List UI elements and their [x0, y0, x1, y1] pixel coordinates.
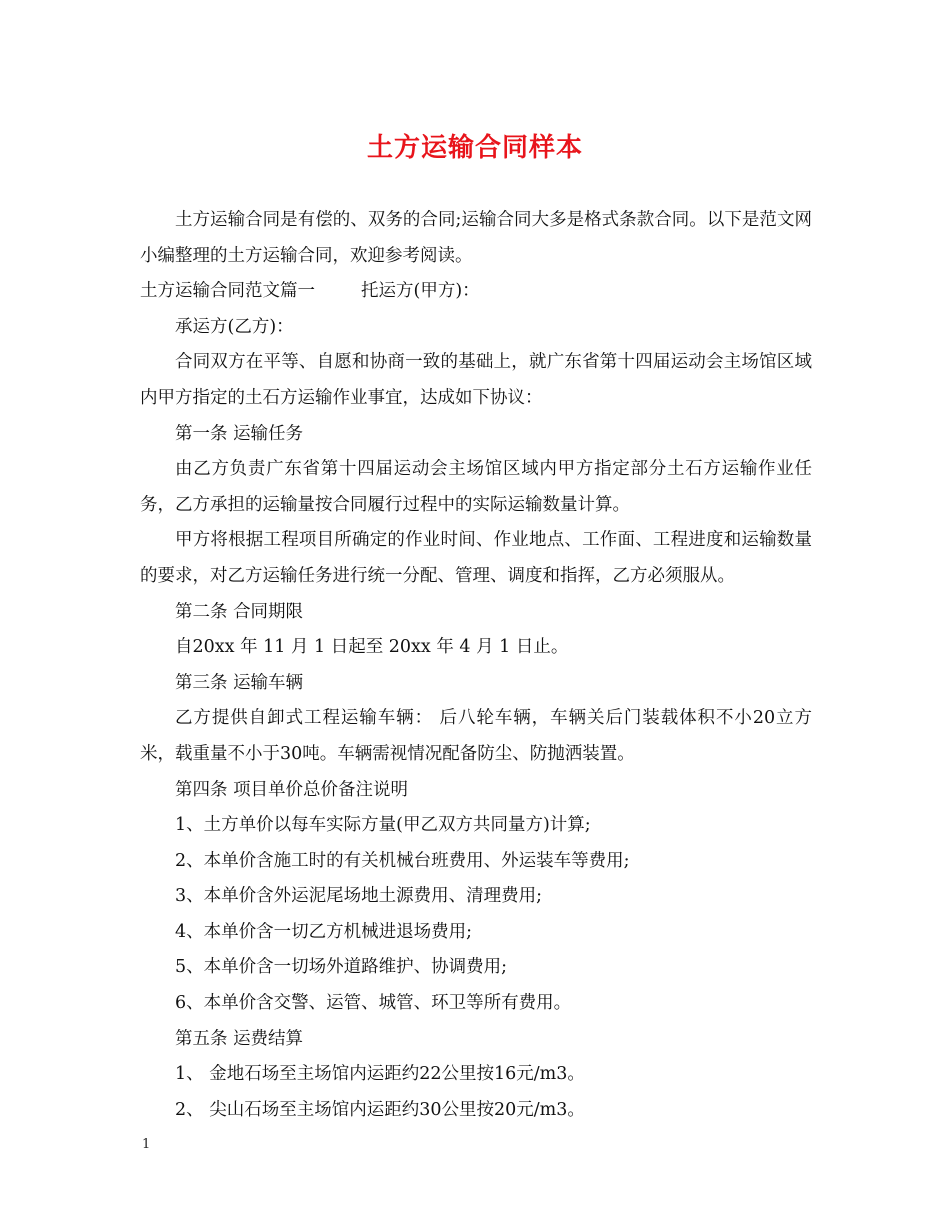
article-4-item: 6、本单价含交警、运管、城管、环卫等所有费用。 — [175, 993, 572, 1014]
article-5-heading: 第五条 运费结算 — [175, 1028, 304, 1049]
document-title: 土方运输合同样本 — [366, 133, 583, 163]
article-4-item: 2、本单价含施工时的有关机械台班费用、外运装车等费用; — [175, 850, 630, 871]
article-4-heading: 第四条 项目单价总价备注说明 — [175, 779, 409, 800]
page-number: 1 — [142, 1137, 151, 1152]
article-5-item: 2、 尖山石场至主场馆内运距约30公里按20元/m3。 — [175, 1099, 585, 1120]
article-4-item: 3、本单价含外运泥尾场地土源费用、清理费用; — [175, 886, 543, 907]
article-4-item: 1、土方单价以每车实际方量(甲乙双方共同量方)计算; — [175, 815, 591, 836]
intro-paragraph: 土方运输合同是有偿的、双务的合同;运输合同大多是格式条款合同。以下是范文网小编整理的土方运输合同，欢迎参考阅读。 — [140, 210, 812, 266]
article-3-heading: 第三条 运输车辆 — [175, 672, 304, 693]
article-1-heading: 第一条 运输任务 — [175, 423, 304, 444]
document-body — [140, 203, 812, 1128]
article-2-text: 自20xx 年 11 月 1 日起至 20xx 年 4 月 1 日止。 — [175, 637, 569, 658]
article-1-paragraph: 由乙方负责广东省第十四届运动会主场馆区域内甲方指定部分土石方运输作业任务，乙方承担的运输量按合同履行过程中的实际运输数量计算。 — [140, 459, 812, 515]
article-1-paragraph: 甲方将根据工程项目所确定的作业时间、作业地点、工作面、工程进度和运输数量的要求，对乙方运输任务进行统一分配、管理、调度和指挥，乙方必须服从。 — [140, 530, 812, 586]
party-a-label: 托运方(甲方)： — [361, 281, 480, 302]
party-b-label: 承运方(乙方)： — [175, 316, 294, 337]
article-4-item: 4、本单价含一切乙方机械进退场费用; — [175, 921, 473, 942]
article-2-heading: 第二条 合同期限 — [175, 601, 304, 622]
article-3-text: 乙方提供自卸式工程运输车辆： 后八轮车辆，车辆关后门装载体积不小20立方米，载重量不小于30吨。车辆需视情况配备防尘、防抛洒装置。 — [140, 708, 812, 764]
preamble-paragraph: 合同双方在平等、自愿和协商一致的基础上，就广东省第十四届运动会主场馆区域内甲方指定的土石方运输作业事宜，达成如下协议： — [140, 352, 812, 408]
section-line — [140, 274, 812, 310]
article-4-item: 5、本单价含一切场外道路维护、协调费用; — [175, 957, 508, 978]
section-label: 土方运输合同范文篇一 — [140, 281, 315, 302]
article-5-item: 1、 金地石场至主场馆内运距约22公里按16元/m3。 — [175, 1064, 585, 1085]
